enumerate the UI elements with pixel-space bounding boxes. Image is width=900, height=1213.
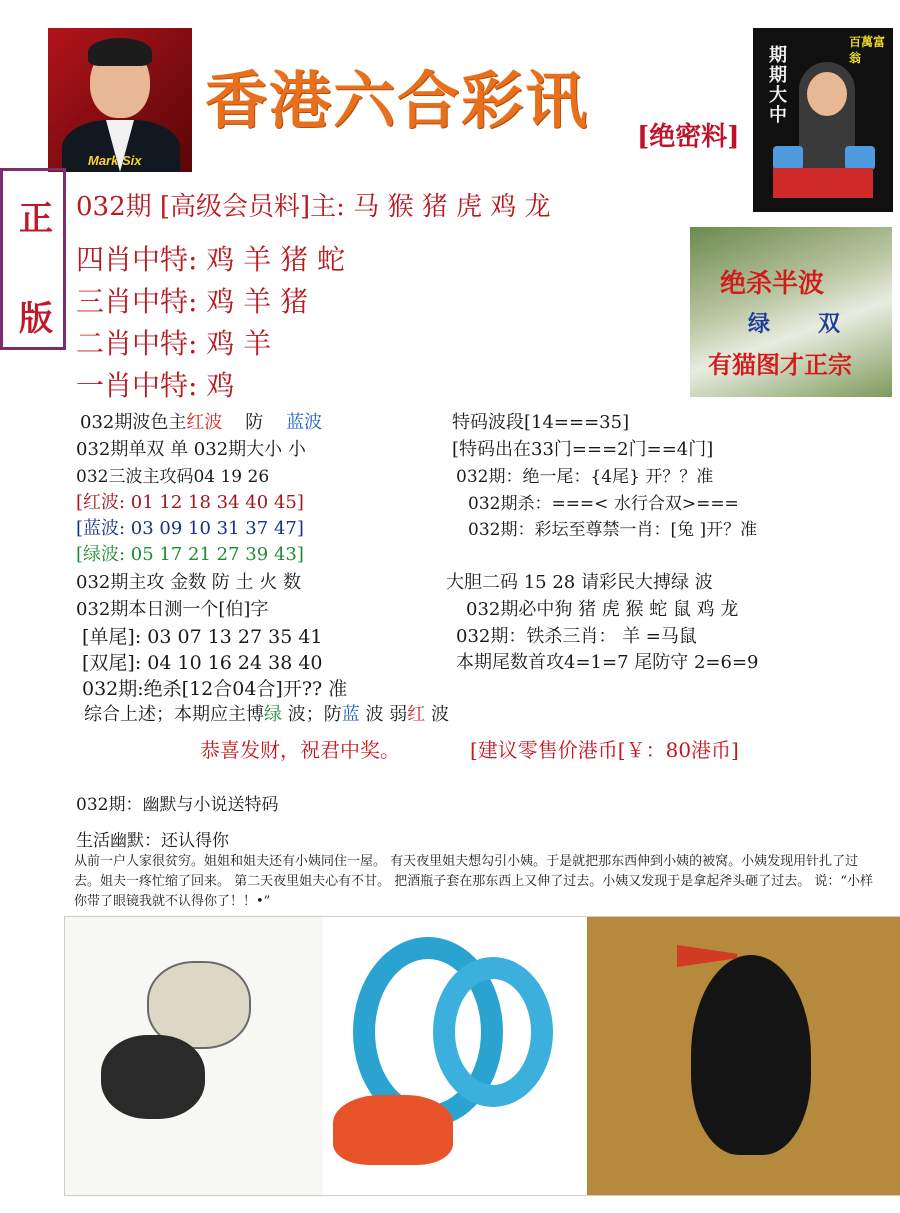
monkey-figure [691, 955, 811, 1155]
snake-papercut [323, 917, 587, 1195]
altar-table [773, 168, 873, 198]
cat-box-double: 双 [818, 311, 841, 337]
badge-char-2: 版 [19, 299, 53, 339]
double-tail-line: [双尾]: 04 10 16 24 38 40 [82, 652, 323, 674]
black-pig [101, 1035, 205, 1119]
host-photo [48, 28, 192, 172]
cartoon-caption-left: 期期大中 [769, 45, 787, 126]
summary-bo1: 波；防 [287, 704, 342, 725]
summary-blue: 蓝 [341, 704, 360, 725]
kill-five-line: 032期杀：===< 水行合双>=== [468, 494, 739, 514]
iron-kill-line: 032期：铁杀三肖： 羊 =马鼠 [456, 626, 697, 647]
single-tail-line: [单尾]: 03 07 13 27 35 41 [82, 626, 323, 648]
wave-fang: 防 [245, 412, 264, 433]
one-tail-line: 032期：绝一尾：{4尾} 开？？准 [456, 467, 714, 487]
right-vase [845, 146, 875, 170]
summary-bo3: 波 [430, 704, 449, 725]
page-title: 香港六合彩讯 [205, 64, 590, 137]
door-line: [特码出在33门===2门==4门] [452, 439, 714, 460]
page-subtitle: [绝密料] [637, 122, 740, 152]
blue-wave-numbers: [蓝波: 03 09 10 31 37 47] [76, 518, 304, 539]
summary-line [84, 700, 449, 726]
four-zodiac-pick: 四肖中特: 鸡 羊 猪 蛇 [76, 243, 346, 276]
authentic-badge [0, 168, 66, 350]
bold-two-line: 大胆二码 15 28 请彩民大搏绿 波 [446, 572, 713, 593]
summary-red: 红 [407, 704, 426, 725]
snake-coil-2 [433, 957, 553, 1107]
pig-painting [65, 917, 323, 1195]
red-wave-numbers: [红波: 01 12 18 34 40 45] [76, 492, 304, 513]
humor-story: 从前一户人家很贫穷。姐姐和姐夫还有小姨同住一屋。 有天夜里姐夫想勾引小姨。于是就把那东西伸到小姨的被窝。小姨发现用针扎了过去。姐夫一疼忙缩了回来。 第二天夜里姐夫心有不甘。 把酒瓶子套在那东西上又伸了过去。小姨又发现于是拿起斧头砸了过去。 说：“小样你带了眼镜我就不认得你了！！•” [74, 854, 874, 909]
wave-alt: 蓝波 [286, 412, 323, 433]
segment-line: 特码波段[14===35] [452, 412, 630, 433]
wave-main: 红波 [186, 412, 223, 433]
cartoon-caption-right: 百萬富翁 [849, 35, 886, 65]
summary-prefix: 综合上述；本期应主博 [84, 704, 264, 725]
summary-bo2: 波 弱 [365, 704, 408, 725]
humor-title: 生活幽默：还认得你 [76, 831, 229, 851]
three-wave-line: 032三波主攻码04 19 26 [76, 467, 270, 487]
cat-image-box [690, 227, 892, 397]
odd-even-line: 032期单双 单 032期大小 小 [76, 439, 306, 460]
wave-prefix: 032期波色主 [80, 412, 187, 433]
snake-base-fruit [333, 1095, 453, 1165]
main-attack-line: 032期主攻 金数 防 土 火 数 [76, 572, 301, 593]
three-zodiac-pick: 三肖中特: 鸡 羊 猪 [76, 285, 309, 318]
one-zodiac-pick: 一肖中特: 鸡 [76, 369, 235, 402]
kill-line: 032期:绝杀[12合04合]开?? 准 [82, 678, 348, 700]
guess-char-line: 032期本日测一个[伯]字 [76, 599, 269, 620]
cat-box-line-3: 有猫图才正宗 [708, 350, 852, 379]
summary-green: 绿 [264, 704, 282, 725]
left-vase [773, 146, 803, 170]
cartoon-face [807, 72, 847, 116]
humor-heading: 032期：幽默与小说送特码 [76, 795, 279, 815]
hair-shape [88, 38, 152, 66]
forum-line: 032期：彩坛至尊禁一肖：[兔 ]开？准 [468, 520, 758, 540]
retail-price: [建议零售价港币[￥：80港币] [470, 738, 739, 762]
green-wave-numbers: [绿波: 05 17 21 27 39 43] [76, 544, 304, 565]
zodiac-image-strip [64, 916, 900, 1196]
prayer-cartoon-image [753, 28, 893, 212]
two-zodiac-pick: 二肖中特: 鸡 羊 [76, 327, 272, 360]
cat-box-green: 绿 [748, 311, 771, 337]
issue-main-line: 032期 [高级会员料]主: 马 猴 猪 虎 鸡 龙 [76, 192, 551, 222]
cat-box-line-1: 绝杀半波 [720, 269, 825, 299]
congrats-text: 恭喜发财，祝君中奖。 [200, 738, 400, 762]
badge-char-1: 正 [19, 199, 53, 239]
mark-six-logo: Mark Six [88, 153, 142, 168]
tail-attack-line: 本期尾数首攻4=1=7 尾防守 2=6=9 [456, 652, 759, 673]
must-hit-line: 032期必中狗 猪 虎 猴 蛇 鼠 鸡 龙 [466, 599, 739, 620]
monkey-silhouette [587, 917, 900, 1195]
wave-color-line [80, 408, 322, 434]
